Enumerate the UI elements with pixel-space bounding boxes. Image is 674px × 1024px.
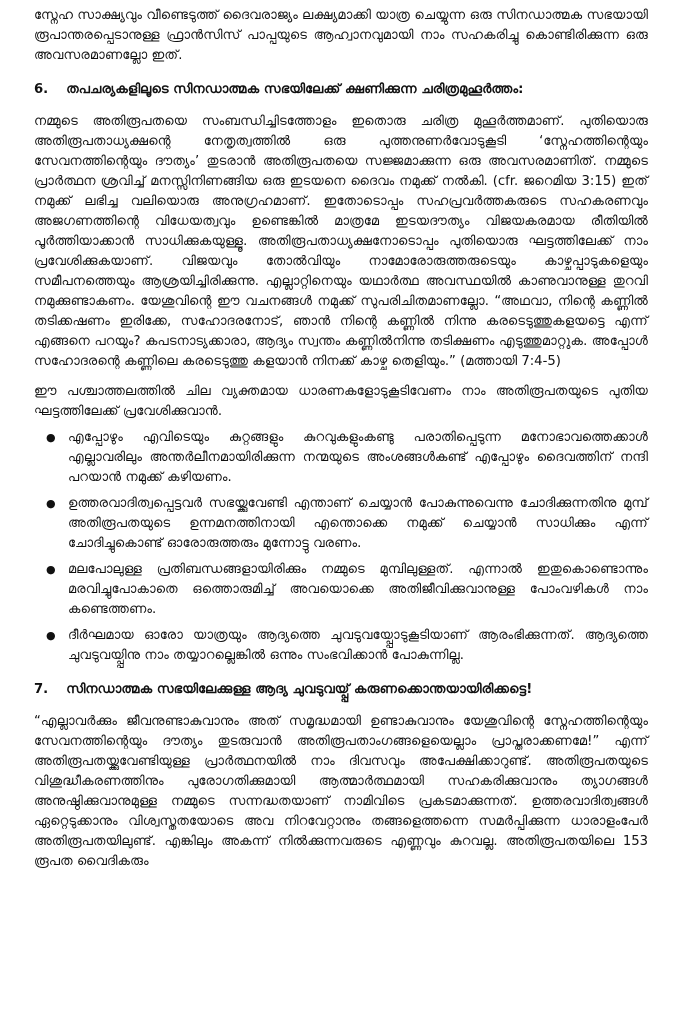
section-6-title: തപചര്യകളിലൂടെ സിനഡാത്മക സഭയിലേക്ക് ക്ഷണിക്കുന്ന ചരിത്രമുഹൂർത്തം: — [66, 82, 524, 97]
list-item: ● മലപോലുള്ള പ്രതിബന്ധങ്ങളായിരിക്കും നമ്മുടെ മുമ്പിലുള്ളത്. എന്നാൽ ഇതുകൊണ്ടൊന്നും മരവിച്ചുപോകാതെ ഒത്തൊരുമിച്ച് അവയൊക്കെ അതിജീവിക്കുവാനുള്ള പോംവഴികൾ നാം കണ്ടെത്തണം. — [68, 560, 648, 620]
list-item: ● ഉത്തരവാദിത്വപ്പെട്ടവർ സഭയ്ക്കുവേണ്ടി എന്താണ് ചെയ്യാൻ പോകുന്നുവെന്നു ചോദിക്കുന്നതിനു മുമ്പ് അതിരൂപതയുടെ ഉന്നമനത്തിനായി എന്തൊക്കെ നമുക്ക് ചെയ്യാൻ സാധിക്കും എന്ന് ചോദിച്ചുകൊണ്ട് ഓരോരുത്തരും മുന്നോട്ടു വരണം. — [68, 494, 648, 554]
section-7-title: സിനഡാത്മക സഭയിലേക്കുള്ള ആദ്യ ചുവടുവയ്പ്പ് കരുണക്കൊന്തയായിരിക്കട്ടെ! — [66, 682, 533, 697]
list-item: ● എപ്പോഴും എവിടെയും കുറ്റങ്ങളും കുറവുകളുംകണ്ടു പരാതിപ്പെടുന്ന മനോഭാവത്തെക്കാൾ എല്ലാവരിലും അന്തർലീനമായിരിക്കുന്ന നന്മയുടെ അംശങ്ങൾകണ്ട് എപ്പോഴും ദൈവത്തിന് നന്ദി പറയാൻ നമുക്ക് കഴിയണം. — [68, 428, 648, 488]
section-6-bullet-list — [34, 428, 648, 666]
section-6-paragraph-1: നമ്മുടെ അതിരൂപതയെ സംബന്ധിച്ചിടത്തോളം ഇതൊരു ചരിത്ര മുഹൂർത്തമാണ്. പുതിയൊരു അതിരൂപതാധ്യക്ഷന്റെ നേതൃത്വത്തിൽ ഒരു പുത്തനുണർവോടുകൂടി ‘സ്നേഹത്തിന്റെയും സേവനത്തിന്റെയും ദൗത്യം’ തുടരാൻ അതിരൂപതയെ സജ്ജമാക്കുന്ന ഒരു അവസരമാണിത്. നമ്മുടെ പ്രാർത്ഥന ശ്രവിച്ച് മനസ്സിനിണങ്ങിയ ഒരു ഇടയനെ ദൈവം നമുക്ക് നൽകി. (cfr. ജറെമിയ 3:15) ഇത് നമുക്ക് ലഭിച്ച വലിയൊരു അനുഗ്രഹമാണ്. ഇതോടൊപ്പം സഹപ്രവർത്തകരുടെ സഹകരണവും അജഗണത്തിന്റെ വിധേയത്വവും ഉണ്ടെങ്കിൽ മാത്രമേ ഇടയദൗത്യം വിജയകരമായ രീതിയിൽ പൂർത്തിയാക്കാൻ സാധിക്കുകയുള്ളൂ. അതിരൂപതാധ്യക്ഷനോടൊപ്പം പുതിയൊരു ഘട്ടത്തിലേക്ക് നാം പ്രവേശിക്കുകയാണ്. വിജയവും തോൽവിയും നാമോരോരുത്തരുടെയും കാഴ്ചപ്പാടുകളെയും സമീപനത്തെയും ആശ്രയിച്ചിരിക്കുന്നു. എല്ലാറ്റിനെയും യഥാർത്ഥ അവസ്ഥയിൽ കാണുവാനുള്ള തുറവി നമുക്കുണ്ടാകണം. യേശുവിന്റെ ഈ വചനങ്ങൾ നമുക്ക് സുപരിചിതമാണല്ലോ. “അഥവാ, നിന്റെ കണ്ണിൽ തടിക്കഷണം ഇരിക്കേ, സഹോദരനോട്, ഞാൻ നിന്റെ കണ്ണിൽ നിന്നു കരടെടുത്തുകളയട്ടെ എന്ന് എങ്ങനെ പറയും? കപടനാട്യക്കാരാ, ആദ്യം സ്വന്തം കണ്ണിൽനിന്നു തടിക്ഷണം എടുത്തുമാറ്റുക. അപ്പോൾ സഹോദരന്റെ കണ്ണിലെ കരടെടുത്തു കളയാൻ നിനക്ക് കാഴ്ച തെളിയും.” (മത്തായി 7:4-5) — [34, 114, 648, 369]
list-item: ● ദീർഘമായ ഓരോ യാത്രയും ആദ്യത്തെ ചുവടുവയ്പ്പോടുകൂടിയാണ് ആരംഭിക്കുന്നത്. ആദ്യത്തെ ചുവടുവയ്പ്പിനു നാം തയ്യാറല്ലെങ്കിൽ ഒന്നും സംഭവിക്കാൻ പോകുന്നില്ല. — [68, 626, 648, 666]
section-6-number: 6. — [34, 82, 49, 97]
section-7-number: 7. — [34, 682, 49, 697]
section-6-heading — [34, 80, 648, 100]
intro-paragraph: സ്നേഹ സാക്ഷ്യവും വീണ്ടെടുത്ത് ദൈവരാജ്യം ലക്ഷ്യമാക്കി യാത്ര ചെയ്യുന്ന ഒരു സിനഡാത്മക സഭയായി രൂപാന്തരപ്പെടാനുള്ള ഫ്രാൻസിസ് പാപ്പയുടെ ആഹ്വാനവുമായി നാം സഹകരിച്ചു കൊണ്ടിരിക്കുന്ന ഒരു അവസരമാണല്ലോ ഇത്. — [34, 8, 648, 63]
section-6-paragraph-2: ഈ പശ്ചാത്തലത്തിൽ ചില വ്യക്തമായ ധാരണകളോടുകൂടിവേണം നാം അതിരൂപതയുടെ പുതിയ ഘട്ടത്തിലേക്ക് പ്രവേശിക്കുവാൻ. — [34, 384, 648, 419]
section-7-heading — [34, 680, 648, 700]
section-7-paragraph-1: “എല്ലാവർക്കും ജീവനുണ്ടാകുവാനും അത് സമൃദ്ധമായി ഉണ്ടാകുവാനും യേശുവിന്റെ സ്നേഹത്തിന്റെയും സേവനത്തിന്റെയും ദൗത്യം തുടരുവാൻ അതിരൂപതാംഗങ്ങളെയെല്ലാം പ്രാപ്തരാക്കണമേ!” എന്ന് അതിരൂപതയ്ക്കുവേണ്ടിയുള്ള പ്രാർത്ഥനയിൽ നാം ദിവസവും അപേക്ഷിക്കാറുണ്ട്. അതിരൂപതയുടെ വിശുദ്ധീകരണത്തിനും പുരോഗതിക്കുമായി ആത്മാർത്ഥമായി സഹകരിക്കുവാനും ത്യാഗങ്ങൾ അനുഷ്ഠിക്കുവാനുമുള്ള നമ്മുടെ സന്നദ്ധതയാണ് നാമിവിടെ പ്രകടമാക്കുന്നത്. ഉത്തരവാദിത്വങ്ങൾ ഏറ്റെടുക്കാനും വിശ്വസ്തതയോടെ അവ നിറവേറ്റാനും തങ്ങളെത്തന്നെ സമർപ്പിക്കുന്ന ധാരാളംപേർ അതിരൂപതയിലുണ്ട്. എങ്കിലും അകന്ന് നിൽക്കുന്നവരുടെ എണ്ണവും കുറവല്ല. അതിരൂപതയിലെ 153 രൂപത വൈദികരും — [34, 714, 648, 869]
